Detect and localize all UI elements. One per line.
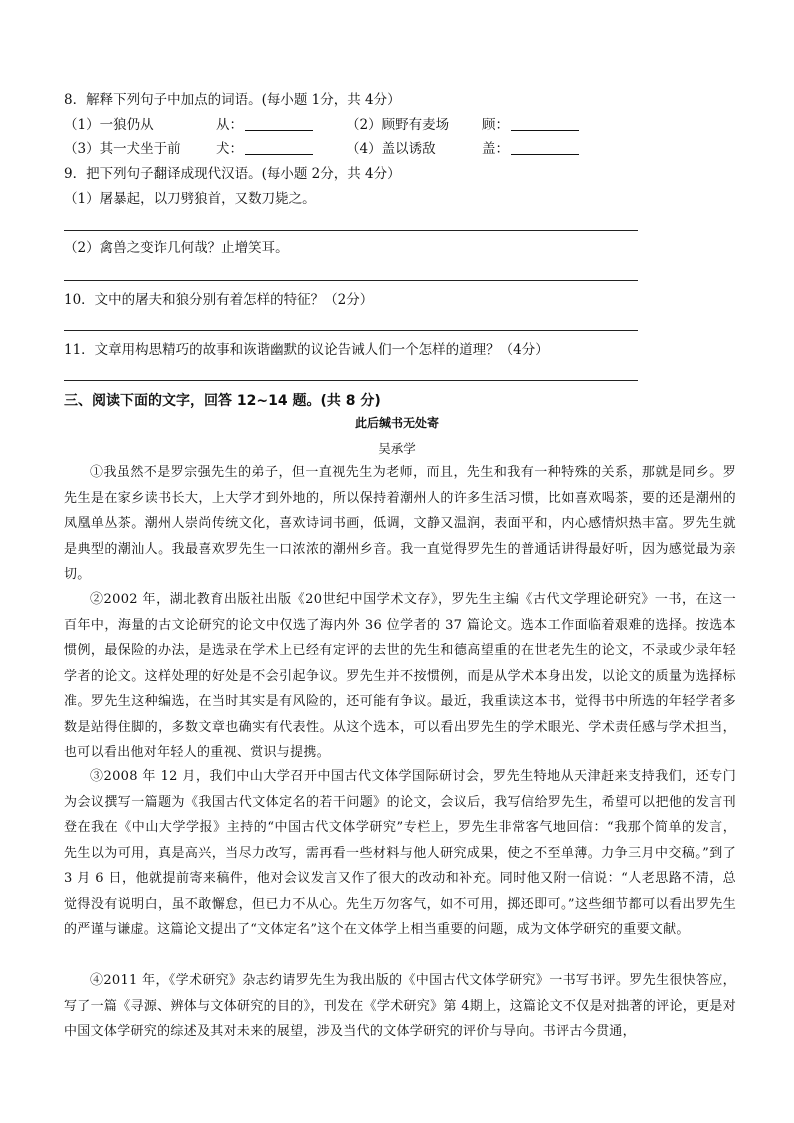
answer-blank[interactable] bbox=[511, 116, 579, 131]
answer-line-q9-1[interactable] bbox=[64, 230, 638, 231]
q9-sentence-1: （1）屠暴起，以刀劈狼首，又数刀毙之。 bbox=[64, 191, 316, 207]
section-3-heading: 三、阅读下面的文字，回答 12~14 题。(共 8 分) bbox=[64, 393, 381, 409]
q8-item-3-key: 犬： bbox=[216, 141, 243, 157]
q8-stem: 8．解释下列句子中加点的词语。(每小题 1分，共 4分） bbox=[64, 92, 401, 108]
q8-item-3-answer[interactable] bbox=[216, 139, 313, 159]
q8-item-2-key: 顾： bbox=[482, 117, 509, 133]
q9-sentence-2: （2）禽兽之变诈几何哉？止增笑耳。 bbox=[64, 240, 289, 256]
q11-stem: 11．文章用构思精巧的故事和诙谐幽默的议论告诫人们一个怎样的道理？（4分） bbox=[64, 342, 549, 358]
answer-line-q9-2[interactable] bbox=[64, 280, 638, 281]
article-paragraph-3: ③2008 年 12 月，我们中山大学召开中国古代文体学国际研讨会，罗先生特地从天津赶来支持我们，还专门为会议撰写一篇题为《我国古代文体定名的若干问题》的论文，会议后，我写信给罗先生，希望可以把他的发言刊登在我在《中山大学学报》主持的“中国古代文体学研究”专栏上，罗先生非常客气地回信：“我那个简单的发言，先生以为可用，真是高兴，当尽力改写，需再看一些材料与他人研究成果，使之不至单薄。力争三月中交稿。”到了 3 月 6 日，他就提前寄来稿件，他对会议发言又作了很大的改动和补充。同时他又附一信说：“人老思路不清，总觉得没有说明白，虽不敢懈怠，但已力不从心。先生万勿客气，如不可用，掷还即可。”这些细节都可以看出罗先生的严谨与谦虚。这篇论文提出了“文体定名”这个在文体学上相当重要的问题，成为文体学研究的重要文献。 bbox=[64, 769, 736, 937]
article-paragraph-1: ①我虽然不是罗宗强先生的弟子，但一直视先生为老师，而且，先生和我有一种特殊的关系，那就是同乡。罗先生是在家乡读书长大，上大学才到外地的，所以保持着潮州人的许多生活习惯，比如喜欢喝茶，要的还是潮州的凤凰单丛茶。潮州人崇尚传统文化，喜欢诗词书画，低调，文静又温润，表面平和，内心感情炽热丰富。罗先生就是典型的潮汕人。我最喜欢罗先生一口浓浓的潮州乡音。我一直觉得罗先生的普通话讲得最好听，因为感觉最为亲切。 bbox=[64, 465, 736, 582]
q8-item-1-key: 从： bbox=[216, 117, 243, 133]
q8-item-2-label: （2）顾野有麦场 bbox=[346, 117, 450, 133]
q8-item-4-answer[interactable] bbox=[482, 139, 579, 159]
article-author: 吴承学 bbox=[378, 441, 416, 456]
answer-blank[interactable] bbox=[245, 116, 313, 131]
answer-blank[interactable] bbox=[511, 140, 579, 155]
q8-item-3-label: （3）其一犬坐于前 bbox=[64, 141, 181, 157]
article-paragraph-2: ②2002 年，湖北教育出版社出版《20世纪中国学术文存》，罗先生主编《古代文学理论研究》一书，在这一百年中，海量的古文论研究的论文中仅选了海内外 36 位学者的 37 篇论文。选本工作面临着艰难的选择。按选本惯例，最保险的办法，是选录在学术上已经有定评的去世的先生和德高望重的在世老先生的论文，不录或少录年轻学者的论文。这样处理的好处是不会引起争议。罗先生并不按惯例，而是从学术本身出发，以论文的质量为选择标准。罗先生这种编选，在当时其实是有风险的，还可能有争议。最近，我重读这本书，觉得书中所选的年轻学者多数是站得住脚的，多数文章也确实有代表性。从这个选本，可以看出罗先生的学术眼光、学术责任感与学术担当，也可以看出他对年轻人的重视、赏识与提携。 bbox=[64, 592, 736, 760]
q8-item-1-label: （1）一狼仍从 bbox=[64, 117, 154, 133]
article-paragraph-4: ④2011 年，《学术研究》杂志约请罗先生为我出版的《中国古代文体学研究》一书写书评。罗先生很快答应，写了一篇《寻源、辨体与文体研究的目的》，刊发在《学术研究》第 4期上，这篇论文不仅是对拙著的评论，更是对中国文体学研究的综述及其对未来的展望，涉及当代的文体学研究的评价与导向。书评古今贯通， bbox=[64, 973, 736, 1039]
q9-stem: 9．把下列句子翻译成现代汉语。(每小题 2分，共 4分） bbox=[64, 166, 401, 182]
q8-item-4-label: （4）盖以诱敌 bbox=[346, 141, 436, 157]
answer-line-q11[interactable] bbox=[64, 380, 638, 381]
answer-blank[interactable] bbox=[245, 140, 313, 155]
answer-line-q10[interactable] bbox=[64, 330, 638, 331]
q8-item-2-answer[interactable] bbox=[482, 115, 579, 135]
q8-item-1-answer[interactable] bbox=[216, 115, 313, 135]
q10-stem: 10．文中的屠夫和狼分别有着怎样的特征？（2分） bbox=[64, 292, 374, 308]
article-title: 此后缄书无处寄 bbox=[354, 416, 439, 430]
q8-item-4-key: 盖： bbox=[482, 141, 509, 157]
